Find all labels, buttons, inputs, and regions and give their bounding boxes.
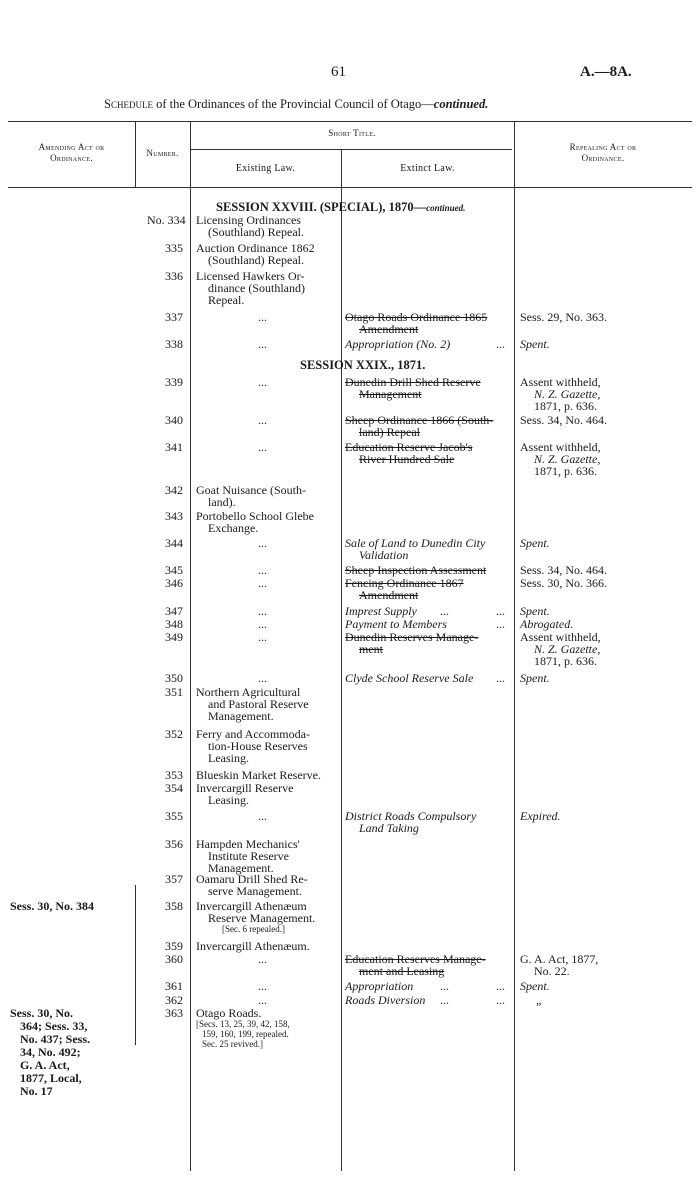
header-amending-line1: Amending Act or — [38, 142, 105, 152]
existing-354 — [196, 782, 336, 806]
extinct-361: Appropriation — [345, 979, 414, 993]
repealing-341-line1: Assent withheld, — [520, 440, 601, 454]
extinct-339-line2: Management — [359, 387, 422, 401]
existing-350-ellipsis: ... — [258, 671, 267, 685]
repealing-361: Spent. — [520, 979, 550, 993]
extinct-360 — [345, 953, 486, 977]
header-amending — [8, 142, 135, 164]
repealing-349-line3: 1871, p. 636. — [534, 654, 597, 668]
number-346: 346 — [165, 576, 183, 590]
existing-351-line1: Northern Agricultural — [196, 685, 301, 699]
header-extinct-law: Extinct Law. — [400, 163, 455, 174]
existing-357-line1: Oamaru Drill Shed Re- — [196, 872, 308, 886]
amending-358: Sess. 30, No. 384 — [10, 899, 95, 913]
extinct-349-line2: ment — [359, 642, 383, 656]
extinct-362: Roads Diversion — [345, 993, 426, 1007]
existing-342 — [196, 484, 336, 508]
extinct-360-line1: Education Reserves Manage- — [345, 952, 486, 966]
existing-357 — [196, 873, 336, 897]
amending-363-line6: 1877, Local, — [20, 1071, 82, 1085]
extinct-346 — [345, 577, 464, 601]
extinct-338: Appropriation (No. 2) — [345, 337, 451, 351]
repealing-360 — [520, 953, 598, 977]
col-divider-3 — [341, 149, 342, 1171]
existing-354-line2: Leasing. — [208, 793, 249, 807]
number-338: 338 — [165, 337, 183, 351]
extinct-361-dots-a: ... — [440, 979, 449, 993]
existing-363-note3: Sec. 25 revived.] — [202, 1039, 263, 1049]
number-340: 340 — [165, 413, 183, 427]
page-number: 61 — [331, 64, 346, 80]
amending-363-line1: Sess. 30, No. — [10, 1006, 74, 1020]
repealing-341 — [520, 441, 685, 477]
repealing-355: Expired. — [520, 809, 561, 823]
existing-338-ellipsis: ... — [258, 337, 267, 351]
existing-336-line1: Licensed Hawkers Or- — [196, 269, 305, 283]
existing-359: Invercargill Athenæum. — [196, 939, 310, 953]
repealing-348: Abrogated. — [520, 617, 574, 631]
header-repealing-line1: Repealing Act or — [569, 142, 637, 152]
title-schedule-word: Schedule — [104, 97, 153, 111]
header-existing-law: Existing Law. — [235, 163, 296, 174]
schedule-title — [104, 97, 488, 112]
existing-363-note2: 159, 160, 199, repealed. — [202, 1029, 289, 1039]
extinct-355-line2: Land Taking — [359, 821, 419, 835]
session-28-title: SESSION XXVIII. (SPECIAL), 1870— — [216, 200, 427, 214]
existing-355-ellipsis: ... — [258, 809, 267, 823]
extinct-347: Imprest Supply — [345, 604, 417, 618]
extinct-361-dots-b: ... — [496, 979, 505, 993]
session-28-continued: continued. — [426, 203, 466, 213]
existing-336-line3: Repeal. — [208, 293, 245, 307]
existing-352-line2: tion-House Reserves — [208, 739, 308, 753]
repealing-362: „ — [536, 993, 542, 1007]
number-334: No. 334 — [147, 213, 186, 227]
table-top-rule — [8, 121, 692, 122]
existing-360-ellipsis: ... — [258, 952, 267, 966]
number-359: 359 — [165, 939, 183, 953]
existing-334-line2: (Southland) Repeal. — [208, 225, 304, 239]
repealing-339-line1: Assent withheld, — [520, 375, 601, 389]
number-342: 342 — [165, 483, 183, 497]
number-345: 345 — [165, 563, 183, 577]
existing-356-line3: Management. — [208, 861, 274, 875]
number-357: 357 — [165, 872, 183, 886]
existing-339-ellipsis: ... — [258, 375, 267, 389]
extinct-337-line2: Amendment — [359, 322, 419, 336]
existing-353: Blueskin Market Reserve. — [196, 768, 321, 782]
header-repealing-line2: Ordinance. — [581, 153, 625, 163]
extinct-347-dots-b: ... — [496, 604, 505, 618]
col-divider-4 — [514, 121, 515, 1171]
number-353: 353 — [165, 768, 183, 782]
number-335: 335 — [165, 241, 183, 255]
existing-342-line2: land). — [208, 495, 236, 509]
extinct-338-dots: ... — [496, 337, 505, 351]
existing-351-line3: Management. — [208, 709, 274, 723]
number-354: 354 — [165, 781, 183, 795]
extinct-344-line2: Validation — [359, 548, 409, 562]
existing-342-line1: Goat Nuisance (South- — [196, 483, 306, 497]
existing-363-line1: Otago Roads. — [196, 1006, 262, 1020]
amending-363-line5: G. A. Act, — [20, 1058, 70, 1072]
number-336: 336 — [165, 269, 183, 283]
existing-343-line1: Portobello School Glebe — [196, 509, 314, 523]
existing-358-note: [Sec. 6 repealed.] — [222, 924, 285, 934]
existing-358 — [196, 900, 336, 934]
number-341: 341 — [165, 440, 183, 454]
extinct-340-line2: land) Repeal — [359, 425, 420, 439]
repealing-338: Spent. — [520, 337, 550, 351]
extinct-355-line1: District Roads Compulsory — [345, 809, 477, 823]
existing-336-line2: dinance (Southland) — [208, 281, 305, 295]
extinct-341 — [345, 441, 472, 465]
repealing-339-line2: N. Z. Gazette, — [534, 387, 601, 401]
header-repealing — [514, 142, 692, 164]
existing-336 — [196, 270, 336, 306]
document-reference: A.—8A. — [580, 64, 632, 80]
number-344: 344 — [165, 536, 183, 550]
amending-363 — [10, 1007, 90, 1098]
existing-335 — [196, 242, 336, 266]
number-358: 358 — [165, 899, 183, 913]
amending-363-line3: No. 437; Sess. — [20, 1032, 91, 1046]
existing-341-ellipsis: ... — [258, 440, 267, 454]
existing-343 — [196, 510, 336, 534]
number-352: 352 — [165, 727, 183, 741]
amending-363-line2: 364; Sess. 33, — [20, 1019, 88, 1033]
repealing-347: Spent. — [520, 604, 550, 618]
repealing-349-line2: N. Z. Gazette, — [534, 642, 601, 656]
extinct-337-line1: Otago Roads Ordinance 1865 — [345, 310, 488, 324]
extinct-349-line1: Dunedin Reserves Manage- — [345, 630, 479, 644]
header-short-title: Short Title. — [328, 128, 376, 138]
number-356: 356 — [165, 837, 183, 851]
existing-358-line2: Reserve Management. — [208, 911, 316, 925]
repealing-349 — [520, 631, 685, 667]
extinct-348: Payment to Members — [345, 617, 447, 631]
short-title-rule — [190, 149, 512, 150]
repealing-341-line3: 1871, p. 636. — [534, 464, 597, 478]
number-355: 355 — [165, 809, 183, 823]
extinct-340-line1: Sheep Ordinance 1866 (South- — [345, 413, 494, 427]
existing-352-line3: Leasing. — [208, 751, 249, 765]
existing-345-ellipsis: ... — [258, 563, 267, 577]
session-29-heading: SESSION XXIX., 1871. — [300, 358, 426, 372]
repealing-360-line1: G. A. Act, 1877, — [520, 952, 599, 966]
number-360: 360 — [165, 952, 183, 966]
existing-358-line1: Invercargill Athenæum — [196, 899, 307, 913]
number-339: 339 — [165, 375, 183, 389]
existing-349-ellipsis: ... — [258, 630, 267, 644]
existing-361-ellipsis: ... — [258, 979, 267, 993]
extinct-341-line1: Education Reserve Jacob's — [345, 440, 473, 454]
amending-363-line7: No. 17 — [20, 1084, 53, 1098]
number-349: 349 — [165, 630, 183, 644]
existing-334-line1: Licensing Ordinances — [196, 213, 301, 227]
existing-344-ellipsis: ... — [258, 536, 267, 550]
extinct-344-line1: Sale of Land to Dunedin City — [345, 536, 486, 550]
existing-356 — [196, 838, 336, 874]
col-divider-1-lower — [135, 885, 136, 1045]
title-continued: continued. — [433, 97, 489, 111]
existing-334 — [196, 214, 336, 238]
extinct-362-dots-b: ... — [496, 993, 505, 1007]
existing-363 — [196, 1007, 336, 1049]
existing-354-line1: Invercargill Reserve — [196, 781, 294, 795]
existing-356-line1: Hampden Mechanics' — [196, 837, 300, 851]
existing-335-line2: (Southland) Repeal. — [208, 253, 304, 267]
header-number: Number. — [146, 148, 179, 158]
existing-335-line1: Auction Ordinance 1862 — [196, 241, 315, 255]
existing-357-line2: serve Management. — [208, 884, 302, 898]
existing-340-ellipsis: ... — [258, 413, 267, 427]
header-amending-line2: Ordinance. — [50, 153, 93, 163]
extinct-347-dots-a: ... — [440, 604, 449, 618]
existing-343-line2: Exchange. — [208, 521, 259, 535]
repealing-339 — [520, 376, 685, 412]
extinct-344 — [345, 537, 485, 561]
extinct-341-line2: River Hundred Sale — [359, 452, 455, 466]
extinct-339 — [345, 376, 481, 400]
extinct-340 — [345, 414, 493, 438]
extinct-346-line2: Amendment — [359, 588, 419, 602]
extinct-362-dots-a: ... — [440, 993, 449, 1007]
number-350: 350 — [165, 671, 183, 685]
existing-346-ellipsis: ... — [258, 576, 267, 590]
extinct-339-line1: Dunedin Drill Shed Reserve — [345, 375, 481, 389]
extinct-350: Clyde School Reserve Sale — [345, 671, 474, 685]
repealing-346: Sess. 30, No. 366. — [520, 576, 608, 590]
number-351: 351 — [165, 685, 183, 699]
amending-363-line4: 34, No. 492; — [20, 1045, 81, 1059]
title-main: of the Ordinances of the Provincial Council of Otago— — [152, 97, 434, 111]
existing-347-ellipsis: ... — [258, 604, 267, 618]
existing-351-line2: and Pastoral Reserve — [208, 697, 309, 711]
repealing-341-line2: N. Z. Gazette, — [534, 452, 601, 466]
repealing-339-line3: 1871, p. 636. — [534, 399, 597, 413]
extinct-350-dots: ... — [496, 671, 505, 685]
existing-352 — [196, 728, 336, 764]
number-343: 343 — [165, 509, 183, 523]
existing-362-ellipsis: ... — [258, 993, 267, 1007]
extinct-346-line1: Fencing Ordinance 1867 — [345, 576, 464, 590]
number-347: 347 — [165, 604, 183, 618]
number-363: 363 — [165, 1006, 183, 1020]
extinct-360-line2: ment and Leasing — [359, 964, 445, 978]
extinct-349 — [345, 631, 478, 655]
extinct-337 — [345, 311, 487, 335]
number-362: 362 — [165, 993, 183, 1007]
extinct-345: Sheep Inspection Assessment — [345, 563, 487, 577]
existing-356-line2: Institute Reserve — [208, 849, 289, 863]
repealing-345: Sess. 34, No. 464. — [520, 563, 608, 577]
repealing-350: Spent. — [520, 671, 550, 685]
number-361: 361 — [165, 979, 183, 993]
existing-348-ellipsis: ... — [258, 617, 267, 631]
extinct-348-dots: ... — [496, 617, 505, 631]
table-header-rule — [8, 187, 692, 188]
repealing-344: Spent. — [520, 536, 550, 550]
existing-363-note1: [Secs. 13, 25, 39, 42, 158, — [196, 1019, 290, 1029]
extinct-355 — [345, 810, 476, 834]
col-divider-2 — [190, 121, 191, 1171]
repealing-349-line1: Assent withheld, — [520, 630, 601, 644]
repealing-340: Sess. 34, No. 464. — [520, 413, 608, 427]
existing-337-ellipsis: ... — [258, 310, 267, 324]
number-337: 337 — [165, 310, 183, 324]
number-348: 348 — [165, 617, 183, 631]
existing-352-line1: Ferry and Accommoda- — [196, 727, 310, 741]
repealing-360-line2: No. 22. — [534, 964, 570, 978]
existing-351 — [196, 686, 336, 722]
repealing-337: Sess. 29, No. 363. — [520, 310, 608, 324]
